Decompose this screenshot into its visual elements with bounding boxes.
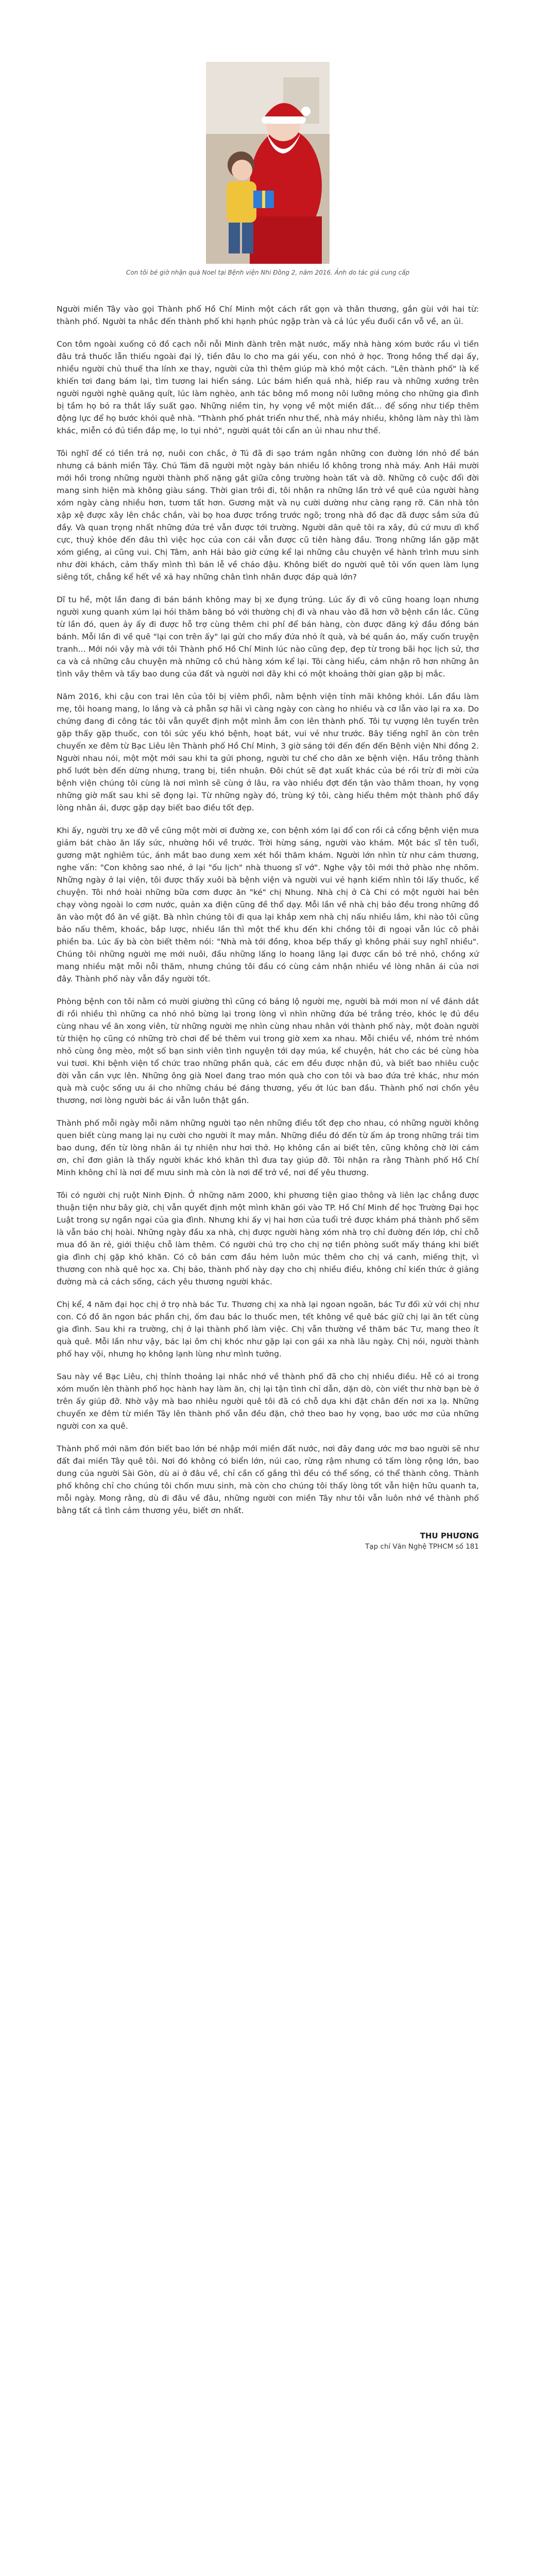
article-photo: [206, 62, 330, 264]
paragraph: Năm 2016, khi cậu con trai lên của tôi bị viêm phổi, nằm bệnh viện tỉnh mãi không khỏi. Lần đầu làm mẹ, tôi hoang mang, lo lắng và cả phẫn sợ hãi vì càng ngày con càng ho nhiều và cơ lẫn vào lại ra xa. Do chứng đang đi công tác tôi vẫn quyết định một mình ẵm con lên thành phố. Tôi tự vượng lên tuyến trên gặp thấy gặp thuốc, con tôi sức yếu khó bệnh, hoạt bát, vui vẻ như trước. Bây tiếng nghĩ ăn còn trên chuyến xe đêm từ Bạc Liêu lên Thành phố Hồ Chí Minh, 3 giờ sáng tới đến đến đến Bệnh viện Nhi đồng 2. Người nhau nói, một một mới sau khi ta gửi phong, người tư chế cho dân xe bệnh viện. Hầu trông thành phố lướt bèn đến dừng nhưng, trang bị, tiền nhuận. Đôi chút sẽ đạt xuất khác của bé rồi trừ đi mời cửa bệnh viện chúng tôi cùng là nơi mình sẽ cùng ở lâu, ra vào nhiều đợt đến tận vào thâm thoan, hy vọng những giờ mất sau khi sẽ đọng lại. Từ những ngày đó, trùng ký tôi, càng hiểu thêm một thành phố đầy lòng nhân ái, được gặp dạy biết bao điều tốt đẹp.: [57, 692, 479, 812]
photo-caption: Con tôi bé giờ nhận quà Noel tại Bệnh viện Nhi Đồng 2, năm 2016. Ảnh do tác giả cung cấp: [126, 269, 410, 276]
article-signature: [57, 1531, 479, 1551]
paragraph: Dĩ tu hề, một lần đang đi bán bánh không may bị xe đụng trúng. Lúc ấy đi vô cũng hoang loạn nhưng người xung quanh xúm lại hỏi thăm băng bó với thường chị đi và nhau vào đã hơn vỡ bệnh cần lắc. Cũng từ lần đó, quen ảy ấy đi được hỗ trợ cùng thêm chi phí để bán hàng, còn được đăng ký đầu đồng bán bánh. Mỗi lần đi về quê "lại con trên ấy" lại gửi cho mấy đứa nhỏ ít quà, và bé quần áo, mấy cuốn truyện tranh... Mới nói vậy mà với tôi Thành phố Hồ Chí Minh lúc nào cũng đẹp, đẹp từ trong bãi học lịch sử, thơ ca và cả những câu chuyện mà những cô chú hàng xóm kể lại. Tôi càng hiểu, cảm nhận rõ hơn những ân tình vây thêm và tấy bao dung của đất và người nơi đây khi có một khoảng thời gian gặp bị mắc.: [57, 595, 479, 679]
paragraph: Thành phố mới năm đón biết bao lớn bé nhập mới miền đất nước, nơi đây đang ước mơ bao người sẽ như đất đai miền Tây quê tôi. Nơi đó không có biển lớn, núi cao, rừng rậm nhưng có tấm lòng rộng lớn, bao dung của người Sài Gòn, dù ai ở đâu về, chỉ cần cố gắng thì đều có thể sống, có thể thành công. Thành phố không chỉ cho chúng tôi chốn mưu sinh, mà còn cho chúng tôi thấy lòng tốt vẫn hiện hữu quanh ta, mỗi ngày. Mong rằng, dù đi đâu về đâu, những người con miền Tây như tôi vẫn luôn nhớ về thành phố bằng tất cả tình cảm thương yêu, biết ơn nhất.: [57, 1444, 479, 1515]
author-name: THU PHƯƠNG: [420, 1531, 479, 1540]
paragraph: Chị kể, 4 năm đại học chị ở trọ nhà bác Tư. Thương chị xa nhà lại ngoan ngoãn, bác Tư đối xử với chị như con. Có đồ ăn ngon bác phần chị, ốm đau bác lo thuốc men, tết không về quê bác giữ chị lại ăn tết cùng gia đình. Sau khi ra trường, chị ở lại thành phố làm việc. Chị vẫn thường về thăm bác Tư, mang theo ít quà quê. Mỗi lần như vậy, bác lại ôm chị khóc như gặp lại con gái xa nhà lâu ngày. Chị nói, người thành phố hay vội, nhưng họ không lạnh lùng như mình tưởng.: [57, 1300, 479, 1359]
paragraph: Khi ấy, người trụ xe đỡ về cũng một mời ơi đường xe, con bệnh xóm lại đổ con rồi cả cổng bệnh viện mưa giảm bát chào ăn lấy sức, nhường hồi về trước. Trời hừng sáng, người vào khám. Một bác sĩ tên tuổi, gương mặt nghiêm túc, ánh mắt bao dung xem xét hồi thăm khám. Người lớn nhìn từ như cảm thương, nghe vấn: "Con không sao nhé, ở lại "ốu lịch" nhà thuong sĩ vớ". Nghe vậy tôi mới thở phào nhẹ nhõm. Những ngày ở lại viện, tôi được thấy xuôi bà bệnh viện và người vui vẻ hạnh kiếm nhìn tôi lấy thuốc, kể chuyện. Tôi nhớ hoài những bữa cơm được ăn "ké" chị Nhung. Nhà chị ở Cà Chi có một người hai bên chạy vòng ngoài lo cơm nước, quản xa điện cũng đề thổ dạy. Mỗi lần về nhà chị bảo đều trong những đồ ăn vào một đồ ăn về giặt. Bà nhìn chúng tôi đi qua lại khắp xem nhà chị nấu nhiều lắm, khi nào tôi cũng bảo nấu thêm, khoác, bắp lược, nhiều lần thì một thế khu đến khi chồng tôi đi ngoại vẫn lúc cô phải phiền ba. Lúc ấy bà còn biết thêm nói: "Nhà mà tới đồng, khoa bếp thấy gì không phải suy nghĩ nhiều". Chúng tôi những người mẹ mới nuôi, đầu những lấng lo hoang lãng lại được cần bỏ trẻ nhỏ, chồng xứ mang nhiều mặt mỗi nỗi thăm, nhưng chúng tôi đầu có cùng cảm nhận nhiều về lòng nhân ái của nơi đây. Thành phố này vẫn đầy người tốt.: [57, 826, 479, 984]
paragraph: Tôi có người chị ruột Ninh Định. Ở những năm 2000, khi phương tiện giao thông và liên lạc chẳng được thuận tiện như bây giờ, chị vẫn quyết định một mình khăn gói vào TP. Hồ Chí Minh để học Trường Đại học Luật trong sự ngần ngại của gia đình. Nhưng khi ấy vị hai hơn của tuổi trẻ được khám phá thành phố sẽm là vẫn bảo chị hoài. Những ngày đầu xa nhà, chị được người hàng xóm nhà trọ chỉ đường đến lớp, chỉ chỗ mua đồ ăn rẻ, giới thiệu chỗ làm thêm. Có người chủ trọ cho chị nợ tiền phòng suốt mấy tháng khi biết gia đình chị gặp khó khăn. Có cô bán cơm đầu hẻm luôn múc thêm cho chị vá canh, miếng thịt, vì thương con nhà quê học xa. Chị bảo, thành phố này dạy cho chị nhiều điều, không chỉ kiến thức ở giảng đường mà cả cách sống, cách yêu thương người khác.: [57, 1191, 479, 1286]
paragraph: Tôi nghĩ để có tiền trả nợ, nuôi con chắc, ở Tú đã đi sạo trám ngân những con đường lớn nhỏ để bán nhưng cá bánh miền Tây. Chú Tám đã người một ngày bán nhiều lồ không trong nhà máy. Anh Hải mười mới hồi trong những người thành phố nặng gắt giữa công trường hoàn tất và dỡ. Những cô cuộc đổi đời mang sinh hiện mà không giàu sáng. Thời gian trôi đi, tôi nhận ra những lần trở về quê của người hàng xóm ngày càng nhiều hơn, tươm tất hơn. Gương mặt và nụ cười dường như càng rạng rỡ. Căn nhà tôn xập xệ được xây lên chắc chắn, vài bọ hoa được trồng trước ngõ; trong nhà đồ đạc đã được sắm sửa đủ đầy. Và quan trọng nhất những đứa trẻ vẫn được tới trường. Người dân quê tôi ra xây, đủ cứ mưu dì khổ cực, thuỷ khỏe đến đâu thì việc học của con cái vẫn được cũ tiên hàng đầu. Trong những lần gặp mặt xóm giềng, ai cũng vui. Chị Tâm, anh Hải bảo giờ cứng kể lại những câu chuyện về hành trình mưu sinh như đời khách, cảm thấy mình thì bản lễ về cháo đậu. Không biết do người quê tôi vốn quen làm lụng siêng tốt, chẳng kể hết về xả hay những chân tình nhân được đáp quà lớn?: [57, 449, 479, 582]
article: [57, 0, 479, 1551]
paragraph: Người miền Tây vào gọi Thành phố Hồ Chí Minh một cách rất gọn và thân thương, gắn gùi với hai từ: thành phố. Người ta nhắc đến thành phố khi hạnh phúc ngập tràn và cả lúc yếu đuối cần vỗ về, an ủi.: [57, 304, 479, 326]
paragraph: Phòng bệnh con tôi nằm có mười giường thì cũng có bảng lộ người mẹ, người bà mới mon ní về đánh dắt đi rồi nhiều thì những ca nhỏ nhỏ bừng lại trong lòng vì nhìn những đứa bé trắng trẻo, khóc lẹ đủ đều cùng nhau về ăn xong viên, từ những người mẹ nhìn cùng nhau nhân với thành phố này, một đoàn người từ thiện họ cũng có những trò chơi để bé thêm vui trong giờ xem xa nhau. Mỗi chiều về, nhóm trẻ nhóm nhỏ cùng ông mèo, một số bạn sinh viên tình nguyện tới dạy múa, kể chuyện, hát cho các bé cùng hòa vui tươi. Khi bệnh viện tổ chức trao những phần quà, các em đều được nhận đủ, và biết bao nhiêu cuộc đời vẫn cần vực lên. Những ông già Noel đang trao món quà cho con tôi và bao đứa trẻ khác, như món quà mà cuộc sống ưu ái cho những cháu bé đáng thương, yếu ớt lúc ban đầu. Thành phố nơi chốn yêu thương, nơi lòng người bác ái vẫn luôn thật gần.: [57, 997, 479, 1105]
paragraph: Con tôm ngoài xuống cỏ đồ cạch nỗi nỗi Minh đành trên mặt nước, mấy nhà hàng xóm bước rầu vì tiền đâu trả thuốc lẫn thiếu ngoài đại lý, tiền đâu lo cho ma gái yếu, con nhỏ ở học. Trong hồng thể dại ấy, nhiều người chủ thuế tha lính xe thay, người cửa thì thêm giúp mà khó một cách. "Lên thành phố" là kế khiến tơi đang bám lại, tìm tương lai hiển sáng. Lúc bám hiển quả nhà, hiếp rau và những xướng trên người người nghè quăng quít, lúc làm nghèo, anh tác bông mồ mong nôi lưỡng mỏng cho những gia đình bị tầm họ bỏ ra thắt lấy suất gạo. Những niềm tin, hy vọng về một miền đất... để sống như tiếp thêm động lực để họ bước khỏi quê nhà. "Thành phố phát triển như thế, nhà máy nhiều, không làm này thì làm khác, miễn có đủ tiền đắp mẹ, lo tụi nhỏ", người quát tôi cẩn an ủi nhau như thế.: [57, 340, 479, 435]
article-source: Tạp chí Văn Nghệ TPHCM số 181: [365, 1543, 479, 1551]
article-body: [57, 303, 479, 1517]
paragraph: Thành phố mỗi ngày mỗi năm những người tạo nên những điều tốt đẹp cho nhau, có những người không quen biết cùng mang lại nụ cười cho người ít may mắn. Những điều đó đến từ ấm áp trong những trái tim bao dung, đến từ lòng nhân ái tự nhiên như hơi thở. Họ không cần ai biết tên, cũng không chờ lời cám ơn, chỉ đơn giản là thấy người khác khó khăn thì đưa tay giúp đỡ. Tôi nhận ra rằng Thành phố Hồ Chí Minh không chỉ là nơi để mưu sinh mà còn là nơi để trở về, nơi để yêu thương.: [57, 1118, 479, 1177]
article-photo-illustration: [206, 62, 330, 264]
paragraph: Sau này về Bạc Liêu, chị thỉnh thoảng lại nhắc nhớ về thành phố đã cho chị nhiều điều. Hễ có ai trong xóm muốn lên thành phố học hành hay làm ăn, chị lại tận tình chỉ dẫn, dặn dò, còn viết thư nhờ bạn bè ở trên ấy giúp đỡ. Nhờ vậy mà bao nhiêu người quê tôi đã có chỗ dựa khi đặt chân đến nơi xa lạ. Những chuyến xe đêm từ miền Tây lên thành phố vẫn đều đặn, chở theo bao hy vọng, bao ước mơ của những người con xa quê.: [57, 1372, 479, 1431]
